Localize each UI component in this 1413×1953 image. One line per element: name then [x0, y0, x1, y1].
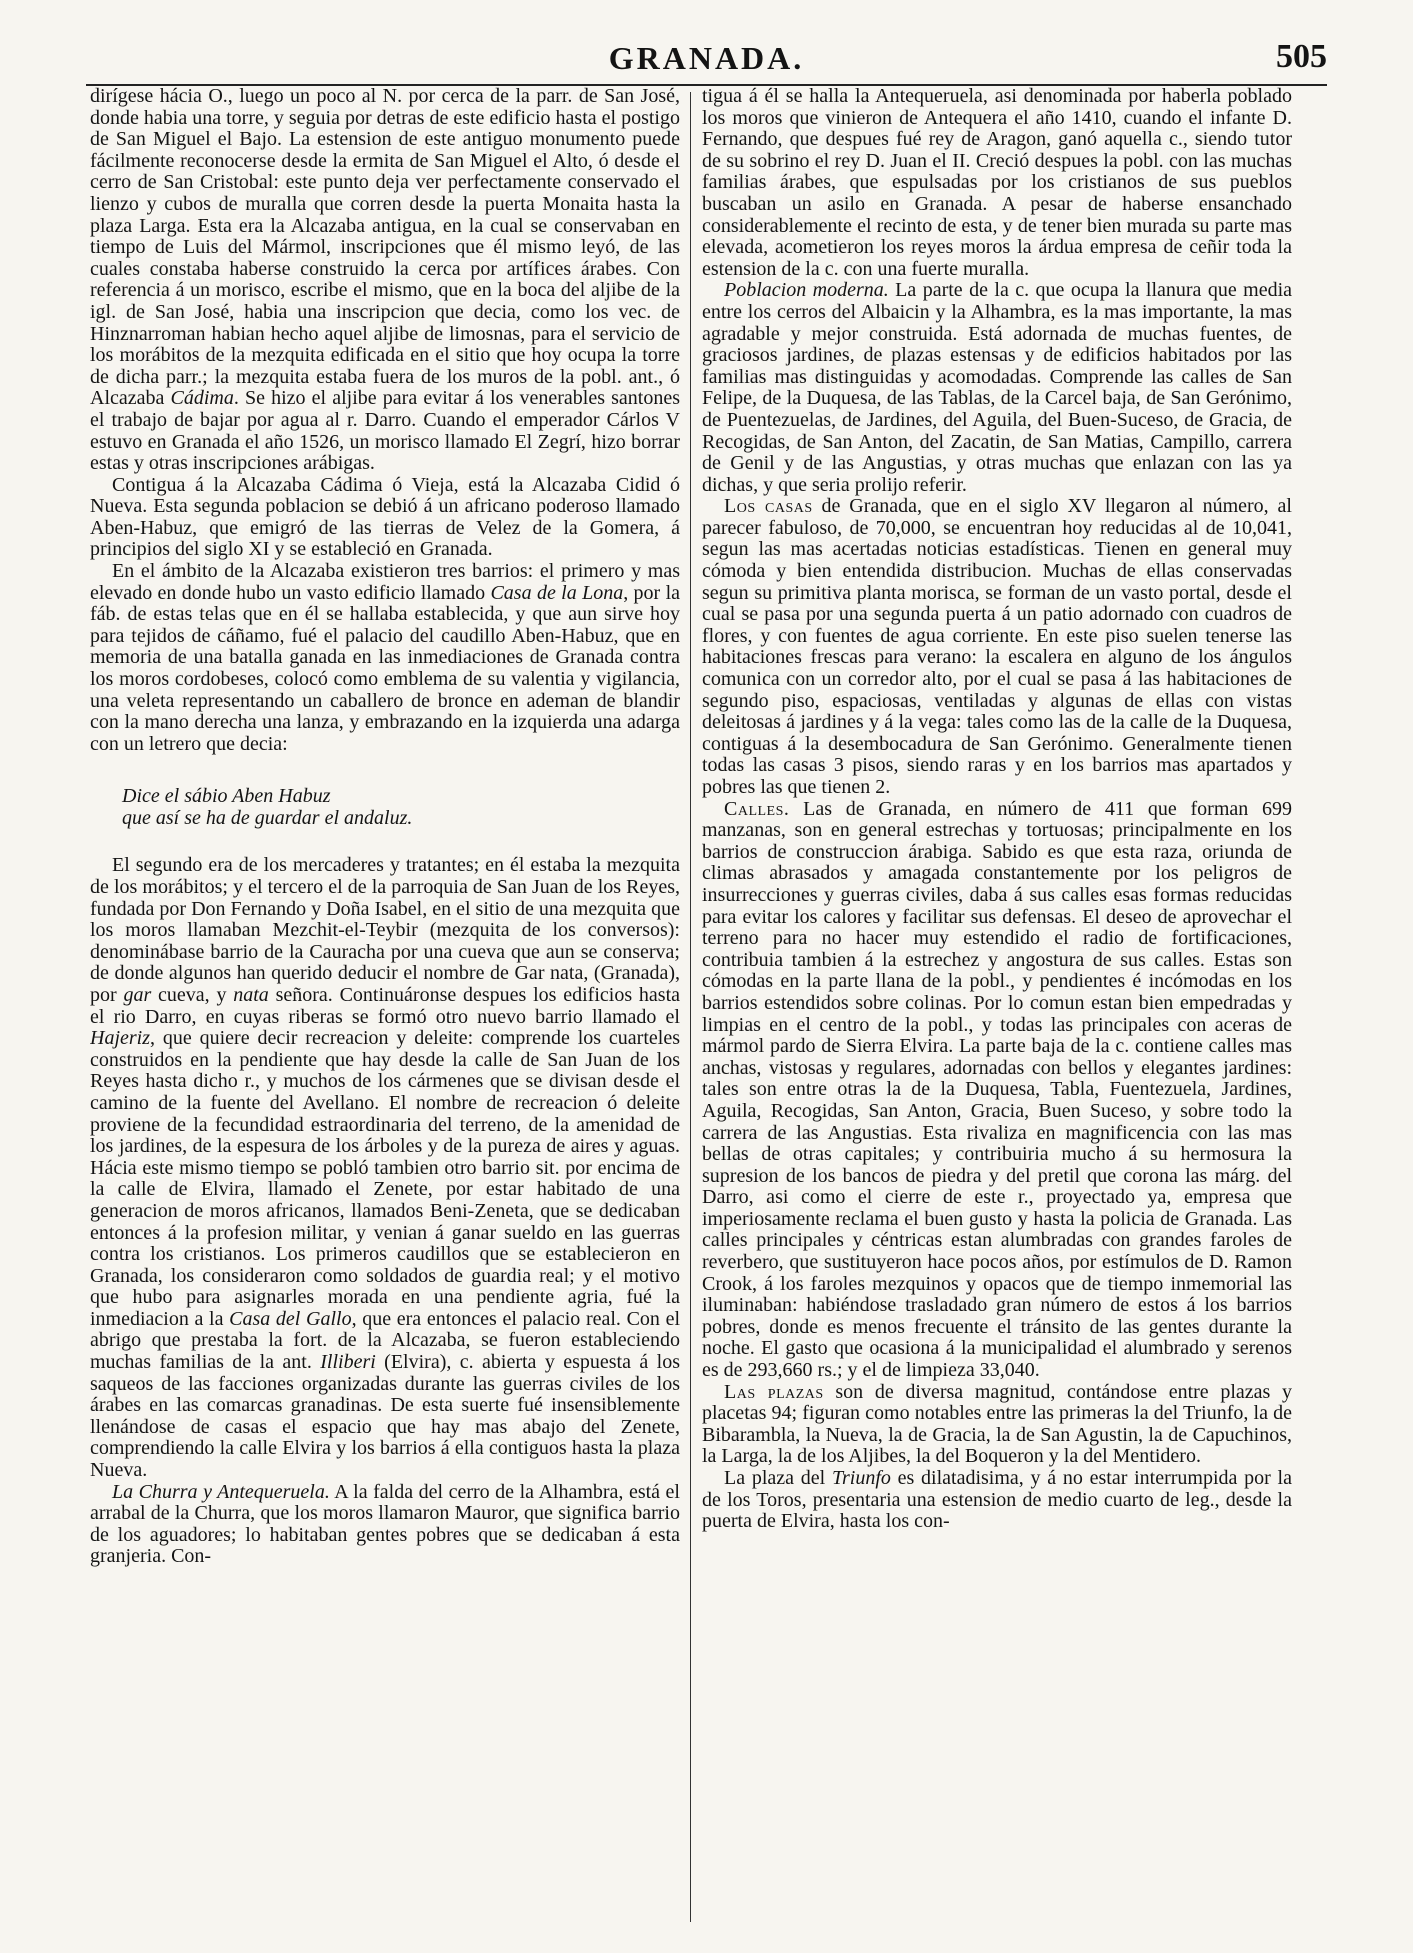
- italic-term: Illiberi: [320, 1351, 376, 1374]
- column-divider: [690, 92, 691, 1922]
- paragraph: [702, 799, 1292, 1382]
- italic-heading: La Churra y Antequeruela.: [112, 1480, 330, 1503]
- italic-term: Cádima: [170, 387, 234, 410]
- text-run: En el ámbito de la Alcazaba existieron tres barrios: el primero y mas elevado en donde hubo un vasto edificio llamado: [90, 560, 680, 604]
- paragraph: [90, 1482, 680, 1568]
- verse-line: que así se ha de guardar el andaluz.: [122, 807, 413, 830]
- italic-term: Triunfo: [831, 1467, 891, 1489]
- paragraph: [702, 280, 1292, 496]
- text-run: dirígese hácia O., luego un poco al N. por cerca de la parr. de San José, donde habia una torre, y seguia por detras de este edificio hasta el postigo de San Miguel el Bajo. La estension de este antiguo monumento puede fácilmente reconocerse desde la ermita de San Miguel el Alto, ó desde el cerro de San Cristobal: este punto deja ver perfectamente conservado el lienzo y cubos de muralla que corren desde la puerta Monaita hasta la plaza Larga. Esta era la Alcazaba antigua, en la cual se conservaban en tiempo de Luis del Mármol, inscripciones que él mismo leyó, de las cuales constaba haberse construido la cerca por artífices árabes. Con referencia á un morisco, escribe el mismo, que en la boca del aljibe de la igl. de San José, habia una inscripcion que decia, como los vec. de Hinznarroman habian hecho aquel aljibe de limosnas, para el servicio de los morábitos de la mezquita edificada en el sitio que hoy ocupa la torre de dicha parr.; la mezquita estaba fuera de los muros de la pobl. ant., ó Alcazaba: [90, 86, 680, 410]
- text-run: El segundo era de los mercaderes y tratantes; en él estaba la mezquita de los morábitos; y el tercero el de la parroquia de San Juan de los Reyes, fundada por Don Fernando y Doña Isabel, en el sitio de una mezquita que los moros llamaban Mezchit-el-Teybir (mezquita de los conversos): denominábase barrio de la Cauracha por una cueva que aun se conserva; de donde algunos han querido deducir el nombre de Gar nata, (Granada), por: [90, 854, 680, 1006]
- text-run: La plaza del: [724, 1467, 832, 1489]
- paragraph: [702, 1468, 1292, 1533]
- text-run: , que quiere decir recreacion y deleite: comprende los cuarteles construidos en la pendiente que hay desde la calle de San Juan de los Reyes hasta dicho r., y muchos de los cármenes que se divisan desde el camino de la fuente del Avellano. El nombre de recreacion ó deleite proviene de la fecundidad estraordinaria del terreno, de la amenidad de los jardines, de la espesura de los árboles y de la pureza de aires y aguas. Hácia este mismo tiempo se pobló tambien otro barrio sit. por encima de la calle de Elvira, llamado el Zenete, por estar habitado de una generacion de moros africanos, llamados Beni-Zeneta, que se dedicaban entonces á la profesion militar, y venian á ganar sueldo en las guerras contra los cristianos. Los primeros caudillos que se establecieron en Granada, los consideraron como soldados de guardia real; y el motivo que hubo para asignarles morada en una pendiente agria, fué la inmediacion a la: [90, 1027, 680, 1330]
- text-run: A la falda del cerro de la Alhambra, está el arrabal de la Churra, que los moros llamaron Mauror, que significa barrio de los aguadores; lo habitaban gentes pobres que se dedicaban á esta granjeria. Con-: [90, 1480, 680, 1568]
- verse-quote: [122, 785, 680, 829]
- text-run: son de diversa magnitud, contándose entre plazas y placetas 94; figuran como notables entre las primeras la del Triunfo, la de Bibarambla, la Nueva, la de Gracia, la de San Agustin, la de Capuchinos, la Larga, la de los Aljibes, la del Boqueron y la del Mentidero.: [702, 1380, 1292, 1468]
- text-run: de Granada, que en el siglo XV llegaron al número, al parecer fabuloso, de 70,000, se encuentran hoy reducidas al de 10,041, segun las mas acertadas noticias estadísticas. Tienen en general muy cómoda y bien entendida distribucion. Muchas de ellas conservadas segun su primitiva planta morisca, se forman de un vasto portal, desde el cual se pasa por una segunda puerta á un patio adornado con cuadros de flores, y con fuentes de agua corriente. En este piso suelen tenerse las habitaciones frescas para verano: la escalera en alguno de los ángulos comunica con un corredor alto, por el cual se pasa á las habitaciones de segundo piso, espaciosas, ventiladas y algunas de ellas con vistas deleitosas á jardines y á la vega: tales como las de la calle de la Duquesa, contiguas á la desembocadura de San Gerónimo. Generalmente tienen todas las casas 3 pisos, siendo raras y en los barrios mas apartados y pobres las que tienen 2.: [702, 495, 1292, 798]
- text-run: , por la fáb. de estas telas que en él se hallaba establecida, y que aun sirve hoy para tejidos de cáñamo, fué el palacio del caudillo Aben-Habuz, que en memoria de una batalla ganada en las inmediaciones de Granada contra los moros cordobeses, colocó como emblema de su valentia y vigilancia, una veleta representando un caballero de bronce en ademan de blandir con la mano derecha una lanza, y embrazando en la izquierda una adarga con un letrero que decia:: [90, 581, 680, 755]
- page-header: [86, 40, 1327, 86]
- smallcaps-heading: Las plazas: [724, 1380, 824, 1403]
- paragraph: [90, 86, 680, 475]
- paragraph: [702, 1382, 1292, 1468]
- paragraph: [702, 496, 1292, 798]
- italic-term: nata: [233, 983, 269, 1006]
- italic-term: Hajeriz: [90, 1027, 150, 1050]
- smallcaps-heading: Los casas: [724, 495, 813, 518]
- text-run: cueva, y: [151, 983, 234, 1006]
- text-run: es dilatadisima, y á no estar interrumpida por la de los Toros, presentaria una estension de medio cuarto de leg., desde la puerta de Elvira, hasta los con-: [702, 1467, 1292, 1533]
- verse-line: Dice el sábio Aben Habuz: [122, 785, 331, 808]
- text-run: tigua á él se halla la Antequeruela, asi denominada por haberla poblado los moros que vinieron de Antequera el año 1410, cuando el infante D. Fernando, que despues fué rey de Aragon, ganó aquella c., siendo tutor de su sobrino el rey D. Juan el II. Creció despues la pobl. con las muchas familias árabes, que espulsadas por los cristianos de sus pueblos buscaban un asilo en Granada. A pesar de haberse ensanchado considerablemente el recinto de esta, y de tener bien murada su parte mas elevada, acometieron los reyes moros la árdua empresa de ceñir toda la estension de la c. con una fuerte muralla.: [702, 86, 1292, 280]
- text-run: , que era entonces el palacio real. Con el abrigo que prestaba la fort. de la Alcazaba, se fueron estableciendo muchas familias de la ant.: [90, 1307, 680, 1374]
- right-column: [702, 86, 1292, 1936]
- text-run: (Elvira), c. abierta y espuesta á los saqueos de las facciones organizadas durante las guerras civiles de los árabes en las comarcas granadinas. De esta suerte fué insensiblemente llenándose de casas el espacio que hay mas abajo del Zenete, comprendiendo la calle Elvira y los barrios á ella contiguos hasta la plaza Nueva.: [90, 1351, 680, 1482]
- text-run: Contigua á la Alcazaba Cádima ó Vieja, está la Alcazaba Cidid ó Nueva. Esta segunda poblacion se debió á un africano poderoso llamado Aben-Habuz, que emigró de las tierras de Velez de la Gomera, á principios del siglo XI y se estableció en Granada.: [90, 473, 680, 561]
- text-run: La parte de la c. que ocupa la llanura que media entre los cerros del Albaicin y la Alhambra, es la mas importante, la mas agradable y mejor construida. Está adornada de muchas fuentes, de graciosos jardines, de plazas estensas y de edificios habitados por las familias mas distinguidas y acomodadas. Comprende las calles de San Felipe, de la Duquesa, de las Tablas, de la Carcel baja, de San Gerónimo, de Puentezuelas, de Jardines, del Aguila, del Buen-Suceso, de Gracia, de Recogidas, de San Anton, del Zacatin, de San Matias, Campillo, carrera de Genil y de las Angustias, y otras muchas que enlazan con las ya dichas, y que seria prolijo referir.: [702, 279, 1292, 496]
- paragraph: [90, 561, 680, 755]
- paragraph: [90, 475, 680, 561]
- text-run: Las de Granada, en número de 411 que forman 699 manzanas, son en general estrechas y tortuosas; principalmente en los barrios de construccion árabiga. Sabido es que esta raza, oriunda de climas abrasados y amagada constantemente por los peligros de insurrecciones y guerras civiles, daba á sus calles esas formas reducidas para evitar los calores y facilitar sus defensas. El deseo de aprovechar el terreno para no hacer muy estendido el radio de fortificaciones, contribuia tambien á la estrechez y angostura de sus calles. Estas son cómodas en la parte llana de la pobl., y pendientes é incómodas en los barrios estendidos sobre colinas. Por lo comun estan bien empedradas y limpias en el centro de la pobl., y todas las principales con aceras de mármol pardo de Sierra Elvira. La parte baja de la c. contiene calles mas anchas, vistosas y regulares, adornadas con bellos y elegantes jardines: tales son entre otras la de la Duquesa, Tabla, Fuentezuela, Jardines, Aguila, Recogidas, San Anton, Gracia, Buen Suceso, y sobre todo la carrera de las Angustias. Esta rivaliza en magnificencia con las mas bellas de otras capitales; y contribuiria mucho á su hermosura la supresion de los bancos de piedra y del pretil que corona las márg. del Darro, asi como el cierre de este r., proyectado ya, empresa que imperiosamente reclama el buen gusto y hasta la policia de Granada. Las calles principales y céntricas estan alumbradas con grandes faroles de reverbero, que sustituyeron hace pocos años, por estímulos de D. Ramon Crook, á los faroles mezquinos y opacos que de tiempo inmemorial las iluminaban: habiéndose trasladado gran número de estos á los barrios pobres, donde es menos frecuente el tránsito de las gentes durante la noche. El gasto que ocasiona á la municipalidad el alumbrado y serenos es de 293,660 rs.; y el de limpieza 33,040.: [702, 797, 1292, 1382]
- left-column: [90, 86, 680, 1936]
- paragraph: [90, 855, 680, 1481]
- italic-heading: Poblacion moderna.: [724, 279, 889, 302]
- italic-term: gar: [123, 983, 152, 1006]
- text-run: señora. Continuáronse despues los edificios hasta el rio Darro, en cuyas riberas se formó otro nuevo barrio llamado el: [90, 983, 680, 1028]
- text-run: . Se hizo el aljibe para evitar á los venerables santones el trabajo de bajar por agua al r. Darro. Cuando el emperador Cárlos V estuvo en Granada el año 1526, un morisco llamado El Zegrí, hizo borrar estas y otras inscripciones arábigas.: [90, 387, 680, 475]
- page-number: 505: [1276, 38, 1327, 75]
- page-title: GRANADA.: [608, 40, 805, 76]
- italic-term: Casa del Gallo: [229, 1307, 352, 1330]
- smallcaps-heading: Calles.: [724, 797, 790, 820]
- paragraph: [702, 86, 1292, 280]
- italic-term: Casa de la Lona: [490, 581, 624, 604]
